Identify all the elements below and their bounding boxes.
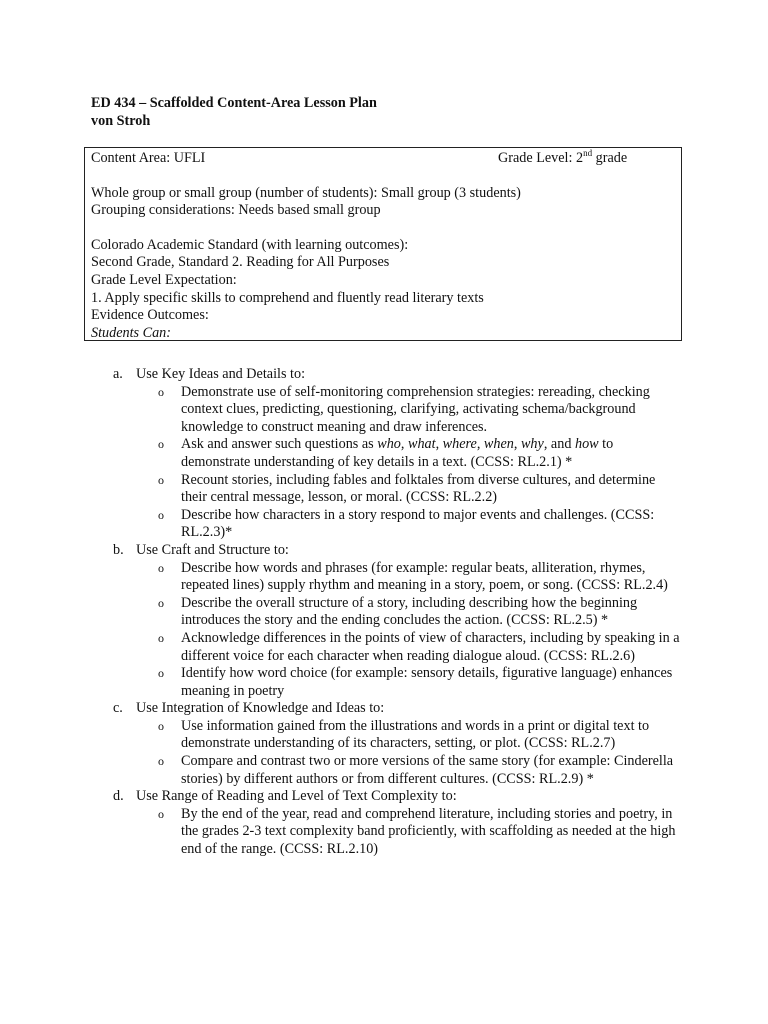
- document-author: von Stroh: [91, 113, 151, 129]
- content-area: Content Area: UFLI: [91, 150, 206, 166]
- outcome-section: [113, 788, 683, 858]
- item-text-part: to demonstrate understanding of key details in a text. (CCSS: RL.2.1) *: [181, 436, 614, 470]
- list-item: [136, 665, 683, 700]
- standard-name: Second Grade, Standard 2. Reading for All Purposes: [91, 254, 390, 271]
- bullet-icon: o: [158, 595, 164, 610]
- outcome-section: [113, 700, 683, 788]
- question-word: who: [377, 436, 401, 453]
- grade-level: [498, 150, 627, 168]
- item-text: Use information gained from the illustrations and words in a print or digital text to demonstrate understanding of its characters, setting, or plot. (CCSS: RL.2.7): [181, 717, 650, 752]
- section-title: Use Craft and Structure to:: [136, 541, 289, 558]
- item-text: Describe how words and phrases (for example: regular beats, alliteration, rhymes, repeated lines) supply rhythm and meaning in a story, poem, or song. (CCSS: RL.2.4): [181, 559, 668, 594]
- item-text-part: Ask and answer such questions as: [181, 436, 378, 453]
- list-item: [136, 560, 683, 595]
- standard-heading: Colorado Academic Standard (with learning outcomes):: [91, 236, 409, 253]
- grade-level-sup: nd: [583, 148, 593, 158]
- section-label: c.: [113, 700, 123, 717]
- item-text: Identify how word choice (for example: sensory details, figurative language) enhances meaning in poetry: [181, 665, 673, 699]
- list-item: [136, 806, 683, 859]
- item-text-part: ,: [400, 436, 408, 453]
- list-item: [136, 753, 683, 788]
- grouping-considerations: Grouping considerations: Needs based small group: [91, 202, 381, 219]
- question-word: how: [574, 436, 599, 453]
- section-label: d.: [113, 788, 124, 805]
- bullet-icon: o: [158, 560, 164, 575]
- evidence-outcomes-list: [113, 366, 683, 859]
- section-title: Use Integration of Knowledge and Ideas to:: [136, 700, 385, 717]
- outcome-section: [113, 542, 683, 700]
- list-item: [136, 384, 683, 437]
- question-word: what: [407, 436, 436, 453]
- bullet-icon: o: [158, 754, 164, 769]
- item-text-part: ,: [513, 436, 521, 453]
- document-header: [91, 94, 377, 130]
- bullet-icon: o: [158, 384, 164, 399]
- grade-expectation-label: Grade Level Expectation:: [91, 271, 237, 288]
- grade-level-prefix: Grade Level: 2: [498, 150, 584, 166]
- item-text-part: ,: [476, 436, 484, 453]
- list-item: [136, 472, 683, 507]
- section-label: b.: [113, 541, 124, 558]
- item-text: Demonstrate use of self-monitoring comprehension strategies: rereading, checking context clues, predicting, questioning, clarifying, activating schema/background knowledge to construct meaning and draw inferences.: [181, 383, 650, 435]
- item-text: By the end of the year, read and comprehend literature, including stories and poetry, in the grades 2-3 text complexity band proficiently, with scaffolding as needed at the high end of the range. (CCSS: RL.2.10): [181, 805, 676, 858]
- list-item: [136, 718, 683, 753]
- list-item: [136, 507, 683, 542]
- outcome-section: [113, 366, 683, 542]
- bullet-icon: o: [158, 437, 164, 452]
- question-word: when: [483, 436, 514, 453]
- grade-expectation: 1. Apply specific skills to comprehend and fluently read literary texts: [91, 289, 484, 306]
- question-word: why: [520, 436, 544, 453]
- list-item: [136, 630, 683, 665]
- grouping-size: Whole group or small group (number of students): Small group (3 students): [91, 184, 521, 201]
- bullet-icon: o: [158, 718, 164, 733]
- section-label: a.: [113, 366, 123, 382]
- list-item: [136, 436, 683, 471]
- bullet-icon: o: [158, 507, 164, 522]
- section-title: Use Key Ideas and Details to:: [136, 366, 306, 382]
- item-text: Acknowledge differences in the points of view of characters, including by speaking in a different voice for each character when reading dialogue aloud. (CCSS: RL.2.6): [181, 629, 680, 664]
- item-text: Describe the overall structure of a story, including describing how the beginning introduces the story and the ending concludes the action. (CCSS: RL.2.5) *: [181, 594, 638, 629]
- item-text-part: , and: [543, 436, 575, 453]
- item-text: Compare and contrast two or more versions of the same story (for example: Cinderella stories) by different authors or from different cultures. (CCSS: RL.2.9) *: [181, 753, 674, 787]
- item-text-part: ,: [435, 436, 443, 453]
- grade-level-suffix: grade: [592, 150, 628, 166]
- evidence-outcomes-label: Evidence Outcomes:: [91, 307, 209, 324]
- ask-answer-item-text: [181, 436, 683, 471]
- lesson-info-box: [84, 147, 682, 341]
- bullet-icon: o: [158, 630, 164, 645]
- section-title: Use Range of Reading and Level of Text Complexity to:: [136, 788, 457, 805]
- students-can-label: Students Can:: [91, 324, 171, 341]
- bullet-icon: o: [158, 806, 164, 821]
- item-text: Describe how characters in a story respond to major events and challenges. (CCSS: RL.2.3)*: [181, 506, 655, 541]
- bullet-icon: o: [158, 472, 164, 487]
- bullet-icon: o: [158, 666, 164, 681]
- document-title: ED 434 – Scaffolded Content-Area Lesson Plan: [91, 95, 377, 111]
- question-word: where: [442, 436, 477, 453]
- item-text: Recount stories, including fables and folktales from diverse cultures, and determine their central message, lesson, or moral. (CCSS: RL.2.2): [181, 471, 656, 506]
- list-item: [136, 595, 683, 630]
